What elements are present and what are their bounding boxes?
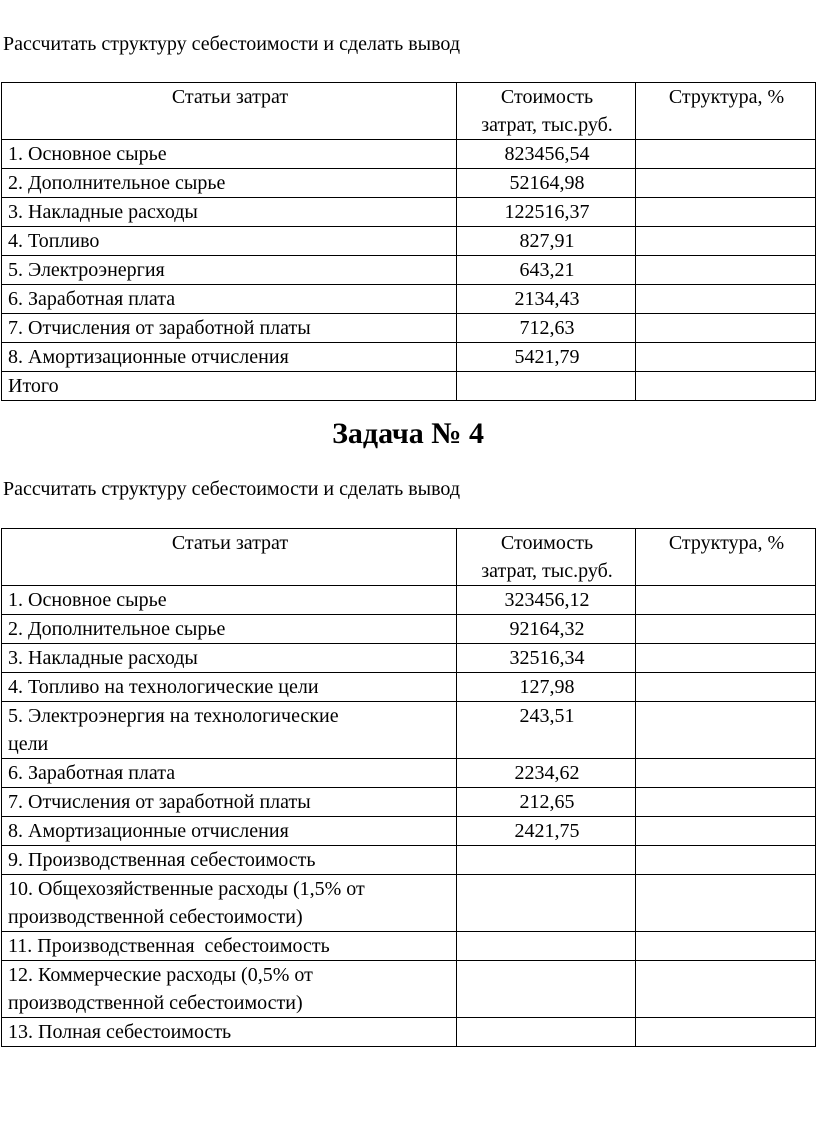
table-row <box>2 875 816 932</box>
cost-item-cell: 8. Амортизационные отчисления <box>2 817 457 846</box>
table-row <box>2 198 816 227</box>
structure-cell <box>636 788 816 817</box>
structure-cell <box>636 615 816 644</box>
table-row <box>2 817 816 846</box>
cost-value-cell <box>457 932 636 961</box>
cost-item-cell: 8. Амортизационные отчисления <box>2 343 457 372</box>
cost-item-cell: 6. Заработная плата <box>2 759 457 788</box>
cost-value-cell: 2134,43 <box>457 285 636 314</box>
cost-item-cell: 9. Производственная себестоимость <box>2 846 457 875</box>
cost-value-cell: 2421,75 <box>457 817 636 846</box>
cost-item-cell: 7. Отчисления от заработной платы <box>2 314 457 343</box>
cost-value-cell <box>457 961 636 1018</box>
table-row <box>2 673 816 702</box>
total-structure-cell <box>636 372 816 401</box>
header-cost-value: Стоимость затрат, тыс.руб. <box>457 529 636 586</box>
structure-cell <box>636 285 816 314</box>
structure-cell <box>636 759 816 788</box>
table-row <box>2 615 816 644</box>
table-row <box>2 961 816 1018</box>
table-row <box>2 702 816 759</box>
header-cost-items: Статьи затрат <box>2 83 457 140</box>
cost-item-cell: 11. Производственная себестоимость <box>2 932 457 961</box>
table-row <box>2 227 816 256</box>
total-label-cell: Итого <box>2 372 457 401</box>
table-row <box>2 788 816 817</box>
cost-item-cell: 4. Топливо на технологические цели <box>2 673 457 702</box>
structure-cell <box>636 227 816 256</box>
cost-value-cell <box>457 846 636 875</box>
task-4-title: Задача № 4 <box>332 417 484 450</box>
table-row <box>2 169 816 198</box>
cost-value-cell: 212,65 <box>457 788 636 817</box>
task-4-instruction: Рассчитать структуру себестоимости и сделать вывод <box>3 478 461 500</box>
cost-value-cell: 712,63 <box>457 314 636 343</box>
cost-value-cell: 2234,62 <box>457 759 636 788</box>
structure-cell <box>636 932 816 961</box>
structure-cell <box>636 314 816 343</box>
cost-value-cell: 92164,32 <box>457 615 636 644</box>
table-row <box>2 586 816 615</box>
table-row <box>2 644 816 673</box>
table-row <box>2 343 816 372</box>
table-row <box>2 285 816 314</box>
structure-cell <box>636 644 816 673</box>
cost-value-cell: 5421,79 <box>457 343 636 372</box>
cost-item-cell: 3. Накладные расходы <box>2 644 457 673</box>
cost-value-cell: 243,51 <box>457 702 636 759</box>
structure-cell <box>636 673 816 702</box>
cost-value-cell: 643,21 <box>457 256 636 285</box>
cost-value-cell: 827,91 <box>457 227 636 256</box>
cost-item-cell: 1. Основное сырье <box>2 140 457 169</box>
cost-item-cell: 6. Заработная плата <box>2 285 457 314</box>
cost-value-cell: 323456,12 <box>457 586 636 615</box>
table-row <box>2 846 816 875</box>
header-cost-items: Статьи затрат <box>2 529 457 586</box>
cost-value-cell <box>457 875 636 932</box>
structure-cell <box>636 169 816 198</box>
structure-cell <box>636 586 816 615</box>
cost-value-cell: 127,98 <box>457 673 636 702</box>
table-row <box>2 759 816 788</box>
structure-cell <box>636 343 816 372</box>
cost-item-cell: 3. Накладные расходы <box>2 198 457 227</box>
cost-item-cell: 1. Основное сырье <box>2 586 457 615</box>
structure-cell <box>636 846 816 875</box>
table-row <box>2 932 816 961</box>
cost-item-cell: 5. Электроэнергия <box>2 256 457 285</box>
cost-item-cell: 10. Общехозяйственные расходы (1,5% от производственной себестоимости) <box>2 875 457 932</box>
structure-cell <box>636 817 816 846</box>
table-row <box>2 256 816 285</box>
structure-cell <box>636 198 816 227</box>
cost-structure-table-1 <box>1 82 816 401</box>
header-structure: Структура, % <box>636 83 816 140</box>
structure-cell <box>636 140 816 169</box>
structure-cell <box>636 875 816 932</box>
structure-cell <box>636 256 816 285</box>
cost-structure-table-2 <box>1 528 816 1047</box>
table-row <box>2 1018 816 1047</box>
cost-value-cell <box>457 1018 636 1047</box>
table-header-row <box>2 83 816 140</box>
cost-value-cell: 32516,34 <box>457 644 636 673</box>
cost-item-cell: 12. Коммерческие расходы (0,5% от производственной себестоимости) <box>2 961 457 1018</box>
cost-value-cell: 823456,54 <box>457 140 636 169</box>
total-row <box>2 372 816 401</box>
total-cost-cell <box>457 372 636 401</box>
header-structure: Структура, % <box>636 529 816 586</box>
header-cost-value: Стоимость затрат, тыс.руб. <box>457 83 636 140</box>
table-row <box>2 140 816 169</box>
structure-cell <box>636 1018 816 1047</box>
cost-item-cell: 4. Топливо <box>2 227 457 256</box>
table-header-row <box>2 529 816 586</box>
cost-item-cell: 5. Электроэнергия на технологические цели <box>2 702 457 759</box>
cost-value-cell: 122516,37 <box>457 198 636 227</box>
cost-item-cell: 7. Отчисления от заработной платы <box>2 788 457 817</box>
structure-cell <box>636 702 816 759</box>
cost-item-cell: 2. Дополнительное сырье <box>2 169 457 198</box>
table-row <box>2 314 816 343</box>
task-3-instruction: Рассчитать структуру себестоимости и сделать вывод <box>3 33 461 55</box>
structure-cell <box>636 961 816 1018</box>
cost-value-cell: 52164,98 <box>457 169 636 198</box>
cost-item-cell: 13. Полная себестоимость <box>2 1018 457 1047</box>
cost-item-cell: 2. Дополнительное сырье <box>2 615 457 644</box>
